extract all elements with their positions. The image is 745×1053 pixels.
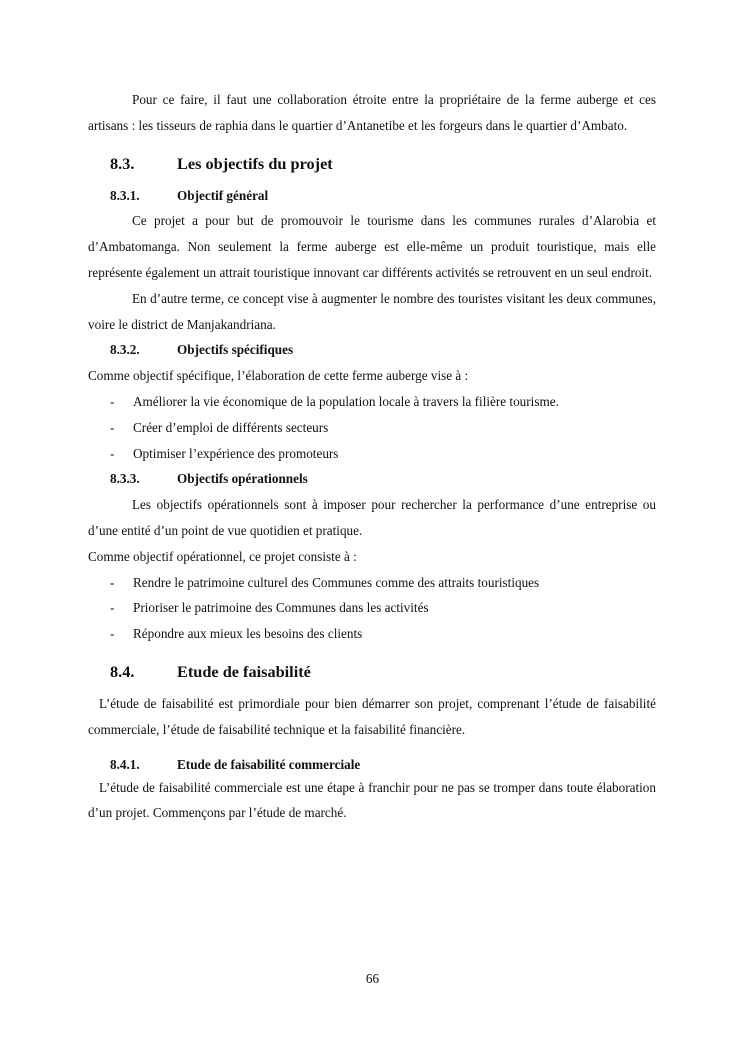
subsection-title: Objectif général [177, 187, 269, 203]
section-heading-8-3 [88, 145, 656, 183]
list-item [88, 570, 656, 596]
list-item-text: Améliorer la vie économique de la population locale à travers la filière tourisme. [133, 393, 559, 409]
subsection-title: Objectifs opérationnels [177, 471, 308, 487]
subsection-title: Objectifs spécifiques [177, 342, 294, 358]
list-dash: - [110, 600, 115, 616]
section-title: Etude de faisabilité [177, 661, 311, 681]
general-objective-paragraph: Ce projet a pour but de promouvoir le tourisme dans les communes rurales d’Alarobia et d’Ambatomanga. Non seulement la ferme auberge est elle-même un produit touristique, mais elle représente également un attrait touristique innovant car différents activités se retrouvent en un seul endroit. [88, 213, 656, 280]
list-dash: - [110, 626, 115, 642]
document-body [88, 87, 656, 826]
section-title: Les objectifs du projet [177, 153, 333, 173]
specific-objectives-list [88, 389, 656, 466]
subsection-heading-8-3-1 [88, 183, 656, 209]
subsection-number: 8.4.1. [110, 756, 140, 772]
subsection-number: 8.3.2. [110, 342, 140, 358]
commercial-feasibility-paragraph: L’étude de faisabilité commerciale est une étape à franchir pour ne pas se tromper dans toute élaboration d’un projet. Commençons par l’étude de marché. [88, 779, 656, 821]
intro-paragraph: Pour ce faire, il faut une collaboration étroite entre la propriétaire de la ferme auberge et ces artisans : les tisseurs de raphia dans le quartier d’Antanetibe et les forgeurs dans le quartier d’Ambato. [88, 92, 656, 133]
section-number: 8.4. [110, 661, 135, 681]
list-item-text: Répondre aux mieux les besoins des clients [133, 626, 363, 642]
list-item-text: Créer d’emploi de différents secteurs [133, 419, 329, 435]
section-number: 8.3. [110, 153, 135, 173]
subsection-heading-8-3-3 [88, 466, 656, 492]
subsection-number: 8.3.1. [110, 187, 140, 203]
list-item-text: Rendre le patrimoine culturel des Communes comme des attraits touristiques [133, 574, 540, 590]
list-item-text: Optimiser l’expérience des promoteurs [133, 445, 339, 461]
subsection-heading-8-3-2 [88, 337, 656, 363]
operational-objectives-list [88, 570, 656, 647]
operational-objectives-intro: Comme objectif opérationnel, ce projet consiste à : [88, 548, 357, 564]
feasibility-paragraph: L’étude de faisabilité est primordiale pour bien démarrer son projet, comprenant l’étude de faisabilité commerciale, l’étude de faisabilité technique et la faisabilité financière. [88, 695, 656, 737]
subsection-heading-8-4-1 [88, 755, 656, 775]
subsection-number: 8.3.3. [110, 471, 140, 487]
list-item [88, 595, 656, 621]
specific-objectives-intro: Comme objectif spécifique, l’élaboration de cette ferme auberge vise à : [88, 368, 469, 384]
general-objective-paragraph-2: En d’autre terme, ce concept vise à augmenter le nombre des touristes visitant les deux communes, voire le district de Manjakandriana. [88, 290, 656, 332]
operational-objectives-paragraph: Les objectifs opérationnels sont à imposer pour rechercher la performance d’une entreprise ou d’une entité d’un point de vue quotidien et pratique. [88, 497, 656, 538]
list-item [88, 441, 656, 467]
list-item [88, 415, 656, 441]
list-item [88, 621, 656, 647]
list-dash: - [110, 445, 115, 461]
list-item-text: Prioriser le patrimoine des Communes dans les activités [133, 600, 429, 616]
list-item [88, 389, 656, 415]
page-number: 66 [365, 971, 380, 986]
list-dash: - [110, 419, 115, 435]
list-dash: - [110, 393, 115, 409]
subsection-title: Etude de faisabilité commerciale [177, 756, 361, 772]
list-dash: - [110, 574, 115, 590]
section-heading-8-4 [88, 653, 656, 691]
